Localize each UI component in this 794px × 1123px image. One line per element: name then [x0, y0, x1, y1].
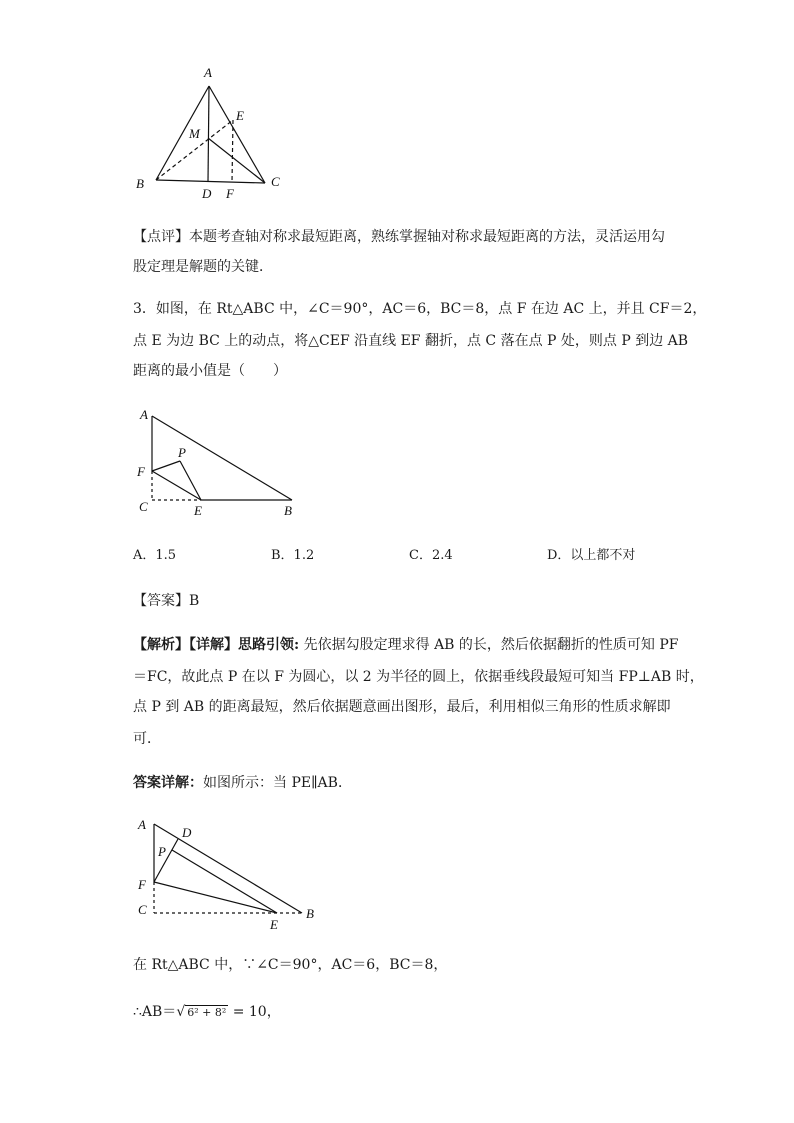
- label-e: E: [236, 108, 244, 123]
- label-b: B: [136, 176, 144, 191]
- label-p: P: [178, 445, 186, 460]
- label-a: A: [140, 407, 148, 422]
- analysis-line-2: ＝FC，故此点 P 在以 F 为圆心，以 2 为半径的圆上，依据垂线段最短可知当 FP⊥AB 时，: [133, 669, 704, 685]
- option-d: D．以上都不对: [547, 548, 636, 563]
- option-a: A．1.5: [133, 548, 177, 563]
- label-d: D: [182, 825, 192, 840]
- label-d: D: [202, 186, 212, 201]
- label-b: B: [306, 906, 314, 921]
- sqrt-radicand: 6² + 8²: [187, 1006, 227, 1019]
- calc-prefix: ∴AB＝: [133, 1004, 177, 1020]
- figure-fold: [130, 400, 310, 522]
- detail-heading: 答案详解：: [133, 775, 203, 791]
- seg-ac: [209, 86, 265, 183]
- figure-triangle-med: [130, 62, 290, 202]
- calc-line-1: 在 Rt△ABC 中，∵∠C＝90°，AC＝6，BC＝8，: [133, 957, 448, 973]
- question-line-2: 点 E 为边 BC 上的动点，将△CEF 沿直线 EF 翻折，点 C 落在点 P 处，则点 P 到边 AB: [133, 333, 689, 349]
- option-b: B．1.2: [271, 548, 315, 563]
- seg-ab: [152, 416, 292, 500]
- seg-ef: [232, 120, 233, 182]
- analysis-line-4: 可．: [133, 731, 161, 747]
- calc-line-2: [133, 1002, 281, 1023]
- label-b: B: [284, 503, 292, 518]
- label-c: C: [139, 499, 148, 514]
- sqrt-symbol: √: [176, 1004, 186, 1020]
- seg-pe: [172, 850, 277, 913]
- review-line-1: 【点评】本题考查轴对称求最短距离，熟练掌握轴对称求最短距离的方法，灵活运用勾: [133, 229, 665, 245]
- question-line-1: 3．如图，在 Rt△ABC 中，∠C＝90°，AC＝6，BC＝8，点 F 在边 AC 上，并且 CF＝2，: [133, 301, 707, 317]
- label-e: E: [194, 503, 202, 518]
- analysis-line-1: [133, 635, 679, 655]
- label-c: C: [138, 902, 147, 917]
- detail-text: 如图所示：当 PE∥AB．: [203, 775, 352, 791]
- label-a: A: [138, 817, 146, 832]
- calc-suffix: = 10，: [228, 1004, 281, 1020]
- label-a: A: [204, 65, 212, 80]
- detail-line: [133, 773, 352, 793]
- figure-solution: [130, 812, 330, 937]
- label-p: P: [158, 844, 166, 859]
- label-f: F: [226, 186, 234, 201]
- review-line-2: 股定理是解题的关键．: [133, 259, 273, 275]
- seg-bc: [156, 180, 265, 183]
- question-line-3: 距离的最小值是（ ）: [133, 363, 287, 379]
- label-m: M: [189, 126, 200, 141]
- analysis-heading: 【解析】【详解】思路引领:: [133, 637, 300, 653]
- analysis-text: 先依据勾股定理求得 AB 的长，然后依据翻折的性质可知 PF: [299, 637, 679, 653]
- seg-fp: [152, 461, 180, 471]
- label-e: E: [270, 917, 278, 932]
- seg-ad: [208, 86, 209, 182]
- answer-line: 【答案】B: [133, 593, 200, 609]
- seg-ab: [154, 824, 302, 913]
- label-c: C: [271, 174, 280, 189]
- label-f: F: [137, 464, 145, 479]
- option-c: C．2.4: [409, 548, 453, 563]
- label-f: F: [138, 877, 146, 892]
- seg-mc: [208, 138, 265, 183]
- seg-ab: [156, 86, 209, 180]
- analysis-line-3: 点 P 到 AB 的距离最短，然后依据题意画出图形，最后，利用相似三角形的性质求解即: [133, 699, 671, 715]
